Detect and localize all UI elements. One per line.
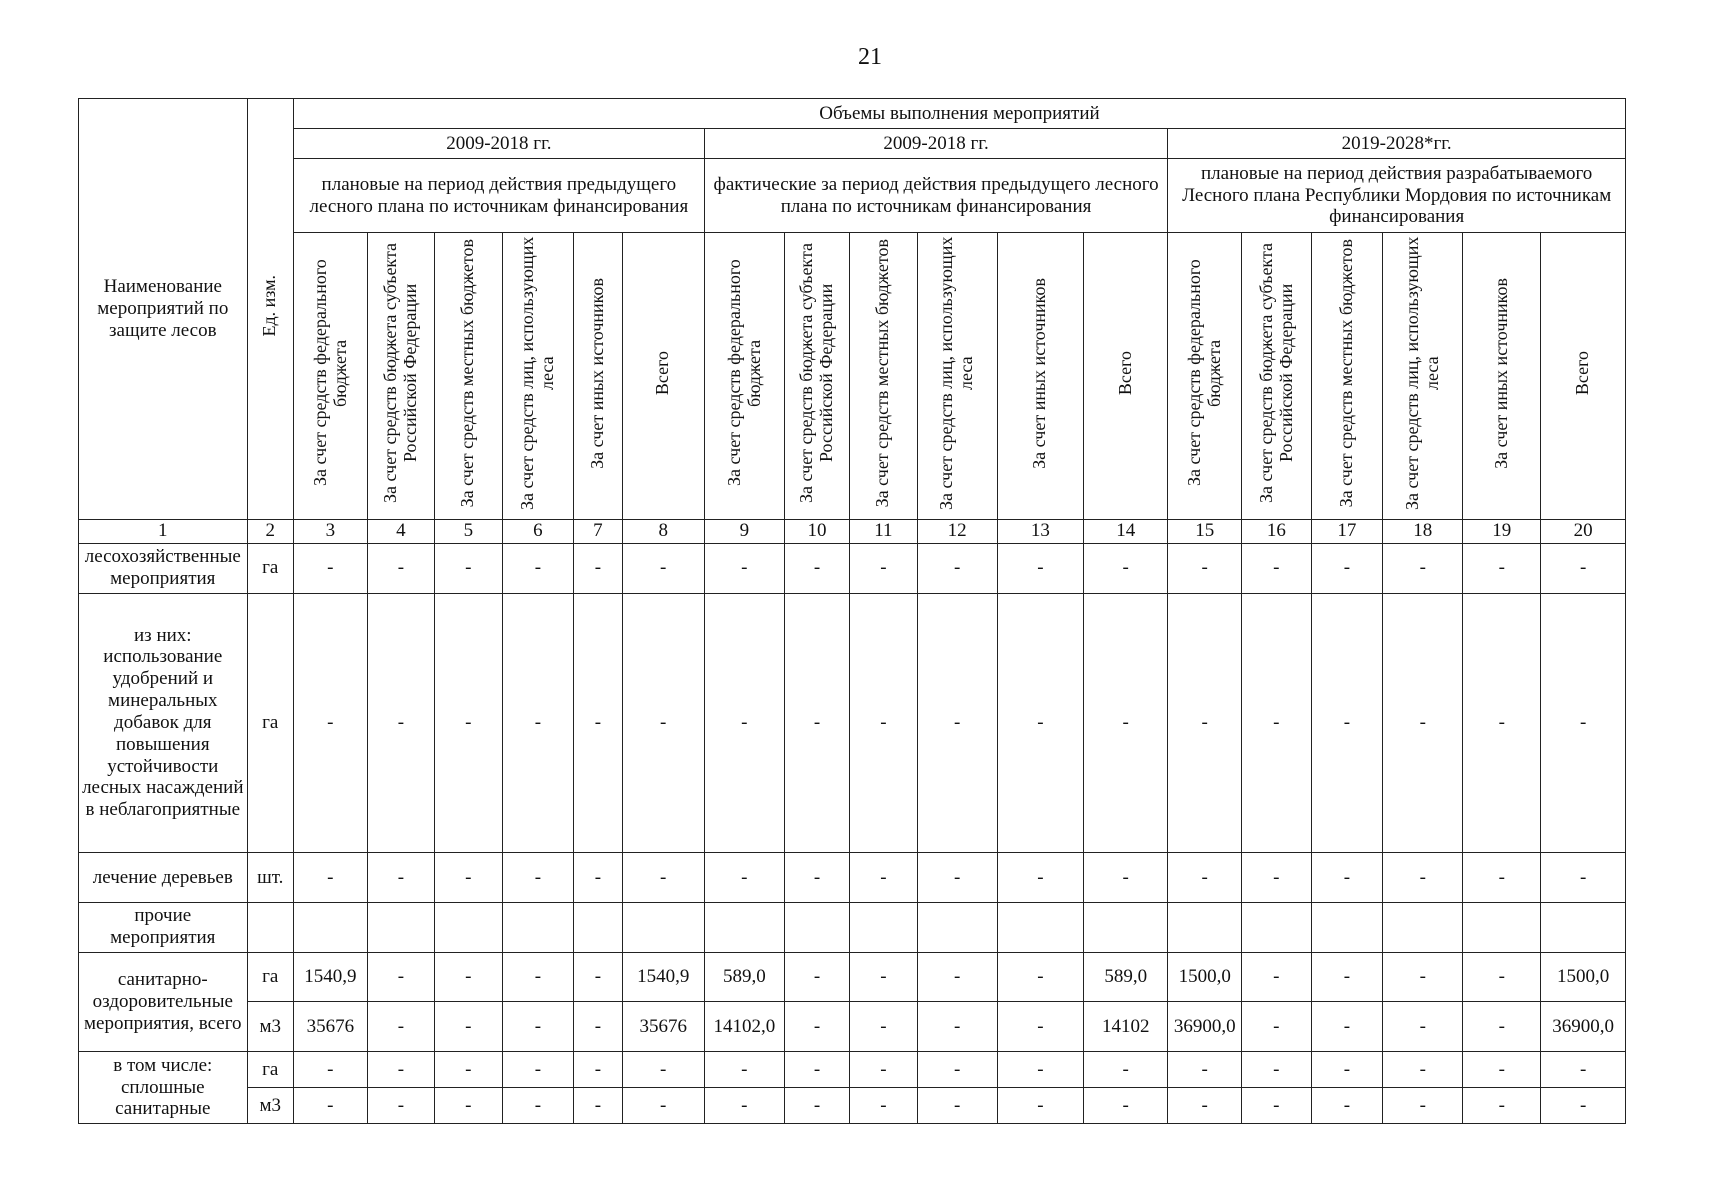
column-number: 2 <box>247 519 293 543</box>
header-source-label: За счет средств лиц, использующих леса <box>517 236 557 510</box>
value-cell <box>574 902 622 952</box>
value-cell: - <box>1383 593 1463 853</box>
value-cell: - <box>917 952 997 1002</box>
value-cell: - <box>1463 853 1541 903</box>
header-source-cell <box>502 233 574 520</box>
column-number: 18 <box>1383 519 1463 543</box>
value-cell: - <box>997 593 1083 853</box>
column-number: 16 <box>1242 519 1312 543</box>
value-cell: - <box>622 593 704 853</box>
value-cell <box>1463 902 1541 952</box>
value-cell <box>997 902 1083 952</box>
value-cell: - <box>1383 853 1463 903</box>
value-cell: - <box>1311 952 1383 1002</box>
column-number: 17 <box>1311 519 1383 543</box>
value-cell: - <box>850 853 917 903</box>
value-cell: - <box>1541 593 1626 853</box>
header-source-label: За счет иных источников <box>1029 277 1050 469</box>
value-cell: - <box>1311 1052 1383 1088</box>
value-cell: - <box>435 1052 502 1088</box>
value-cell: - <box>502 593 574 853</box>
value-cell <box>784 902 849 952</box>
column-number: 10 <box>784 519 849 543</box>
row-unit: м3 <box>247 1002 293 1052</box>
value-cell: - <box>704 1052 784 1088</box>
header-volumes: Объемы выполнения мероприятий <box>293 99 1625 129</box>
row-name: из них: использование удобрений и минеральных добавок для повышения устойчивости лесных насаждений в неблагоприятные <box>79 593 248 853</box>
value-cell <box>1383 902 1463 952</box>
value-cell: - <box>1084 543 1168 593</box>
value-cell: - <box>1383 1002 1463 1052</box>
header-source-cell <box>997 233 1083 520</box>
value-cell: - <box>293 1052 367 1088</box>
value-cell: - <box>574 1052 622 1088</box>
value-cell: - <box>367 543 434 593</box>
column-number: 14 <box>1084 519 1168 543</box>
value-cell: - <box>574 1087 622 1123</box>
value-cell: - <box>1242 1087 1312 1123</box>
value-cell: - <box>1463 1052 1541 1088</box>
value-cell: - <box>1168 1087 1242 1123</box>
column-number: 6 <box>502 519 574 543</box>
value-cell: - <box>1541 543 1626 593</box>
column-number: 7 <box>574 519 622 543</box>
value-cell: - <box>850 1052 917 1088</box>
value-cell: - <box>784 543 849 593</box>
value-cell: 1540,9 <box>622 952 704 1002</box>
header-source-cell <box>917 233 997 520</box>
row-unit: га <box>247 543 293 593</box>
value-cell: - <box>784 1052 849 1088</box>
value-cell: - <box>1311 1087 1383 1123</box>
column-numbers-row <box>79 519 1626 543</box>
value-cell <box>435 902 502 952</box>
header-source-cell <box>435 233 502 520</box>
row-name: в том числе: сплошные санитарные <box>79 1052 248 1124</box>
value-cell: - <box>1463 543 1541 593</box>
header-source-label: За счет средств федерального бюджета <box>309 259 350 487</box>
column-number: 20 <box>1541 519 1626 543</box>
page-number: 21 <box>858 44 882 70</box>
value-cell: 1540,9 <box>293 952 367 1002</box>
row-unit: м3 <box>247 1087 293 1123</box>
row-name: прочие мероприятия <box>79 902 248 952</box>
value-cell: - <box>1084 853 1168 903</box>
value-cell: 36900,0 <box>1168 1002 1242 1052</box>
value-cell <box>1311 902 1383 952</box>
value-cell: - <box>622 1052 704 1088</box>
header-source-cell <box>1383 233 1463 520</box>
value-cell: - <box>1242 853 1312 903</box>
value-cell: - <box>850 543 917 593</box>
value-cell: - <box>435 1002 502 1052</box>
value-cell <box>917 902 997 952</box>
value-cell: - <box>997 1052 1083 1088</box>
value-cell: 1500,0 <box>1168 952 1242 1002</box>
value-cell: - <box>917 593 997 853</box>
row-name: санитарно-оздоровительные мероприятия, всего <box>79 952 248 1051</box>
value-cell: - <box>502 952 574 1002</box>
row-name: лесохозяйственные мероприятия <box>79 543 248 593</box>
header-unit-label: Ед. изм. <box>259 275 280 337</box>
value-cell: 14102 <box>1084 1002 1168 1052</box>
header-group-planned-new: плановые на период действия разрабатываемого Лесного плана Республики Мордовия по источникам финансирования <box>1168 159 1626 233</box>
header-source-cell <box>293 233 367 520</box>
value-cell: - <box>997 952 1083 1002</box>
value-cell: - <box>574 593 622 853</box>
row-unit <box>247 902 293 952</box>
header-source-label: За счет средств лиц, использующих леса <box>1401 236 1442 510</box>
row-name: лечение деревьев <box>79 853 248 903</box>
value-cell: - <box>704 593 784 853</box>
header-source-cell <box>1311 233 1383 520</box>
table-row <box>79 902 1626 952</box>
value-cell: - <box>704 853 784 903</box>
value-cell: - <box>1311 853 1383 903</box>
table-row <box>79 853 1626 903</box>
header-source-cell <box>367 233 434 520</box>
value-cell: 589,0 <box>704 952 784 1002</box>
column-number: 9 <box>704 519 784 543</box>
row-unit: га <box>247 952 293 1002</box>
header-source-cell <box>784 233 849 520</box>
value-cell: 36900,0 <box>1541 1002 1626 1052</box>
column-number: 4 <box>367 519 434 543</box>
value-cell: - <box>574 1002 622 1052</box>
value-cell: - <box>502 1052 574 1088</box>
value-cell: 1500,0 <box>1541 952 1626 1002</box>
column-number: 8 <box>622 519 704 543</box>
value-cell: - <box>367 1002 434 1052</box>
header-period-2: 2009-2018 гг. <box>704 129 1168 159</box>
value-cell: - <box>1242 593 1312 853</box>
header-source-cell <box>1242 233 1312 520</box>
value-cell: - <box>1242 543 1312 593</box>
header-source-cell <box>704 233 784 520</box>
value-cell: - <box>1311 543 1383 593</box>
value-cell: - <box>1541 1052 1626 1088</box>
column-number: 15 <box>1168 519 1242 543</box>
value-cell: - <box>1242 1052 1312 1088</box>
value-cell: - <box>574 853 622 903</box>
header-source-label: За счет средств федерального бюджета <box>1183 259 1224 487</box>
header-source-label: Всего <box>1114 350 1135 396</box>
column-number: 5 <box>435 519 502 543</box>
forest-protection-table <box>78 98 1626 1124</box>
value-cell: - <box>622 853 704 903</box>
value-cell: - <box>1463 1087 1541 1123</box>
value-cell: - <box>367 1052 434 1088</box>
value-cell: - <box>1383 543 1463 593</box>
value-cell: - <box>850 1002 917 1052</box>
value-cell: - <box>1084 1087 1168 1123</box>
value-cell: - <box>997 1087 1083 1123</box>
value-cell: - <box>1168 853 1242 903</box>
row-unit: шт. <box>247 853 293 903</box>
column-number: 1 <box>79 519 248 543</box>
value-cell: - <box>997 1002 1083 1052</box>
value-cell <box>1242 902 1312 952</box>
value-cell: - <box>850 952 917 1002</box>
value-cell: - <box>917 1002 997 1052</box>
value-cell <box>1084 902 1168 952</box>
value-cell: - <box>435 1087 502 1123</box>
column-number: 19 <box>1463 519 1541 543</box>
value-cell: - <box>1242 952 1312 1002</box>
value-cell: - <box>1242 1002 1312 1052</box>
header-source-label: За счет средств местных бюджетов <box>1336 238 1357 508</box>
value-cell: - <box>784 1002 849 1052</box>
value-cell: - <box>622 1087 704 1123</box>
header-name-column: Наименование мероприятий по защите лесов <box>79 99 248 520</box>
value-cell: - <box>574 543 622 593</box>
value-cell <box>850 902 917 952</box>
value-cell: - <box>1311 593 1383 853</box>
value-cell: - <box>435 593 502 853</box>
value-cell: - <box>850 593 917 853</box>
header-source-cell <box>622 233 704 520</box>
value-cell: - <box>367 952 434 1002</box>
value-cell: - <box>293 853 367 903</box>
header-source-cell <box>1084 233 1168 520</box>
value-cell: 589,0 <box>1084 952 1168 1002</box>
value-cell: - <box>293 543 367 593</box>
value-cell: - <box>367 1087 434 1123</box>
value-cell: - <box>435 543 502 593</box>
value-cell: - <box>1168 593 1242 853</box>
table-row <box>79 543 1626 593</box>
value-cell <box>1541 902 1626 952</box>
value-cell: - <box>1463 593 1541 853</box>
header-source-label: За счет средств бюджета субъекта Российской Федерации <box>380 243 420 504</box>
table-row <box>79 1002 1626 1052</box>
value-cell <box>502 902 574 952</box>
value-cell: 35676 <box>293 1002 367 1052</box>
row-unit: га <box>247 593 293 853</box>
value-cell: - <box>574 952 622 1002</box>
header-source-label: За счет средств местных бюджетов <box>872 238 893 508</box>
value-cell: - <box>997 853 1083 903</box>
value-cell: - <box>1383 1087 1463 1123</box>
value-cell: - <box>1463 1002 1541 1052</box>
value-cell: - <box>367 853 434 903</box>
header-source-label: За счет иных источников <box>587 277 607 469</box>
column-number: 12 <box>917 519 997 543</box>
value-cell: - <box>502 1002 574 1052</box>
table-row <box>79 593 1626 853</box>
value-cell: - <box>784 1087 849 1123</box>
value-cell: - <box>1383 1052 1463 1088</box>
value-cell: - <box>917 543 997 593</box>
value-cell: - <box>704 1087 784 1123</box>
header-source-cell <box>574 233 622 520</box>
header-group-actual-previous: фактические за период действия предыдущего лесного плана по источникам финансирования <box>704 159 1168 233</box>
value-cell: 14102,0 <box>704 1002 784 1052</box>
header-source-label: За счет средств лиц, использующих леса <box>936 236 977 510</box>
value-cell: - <box>1084 1052 1168 1088</box>
header-period-1: 2009-2018 гг. <box>293 129 704 159</box>
column-number: 13 <box>997 519 1083 543</box>
value-cell: - <box>435 853 502 903</box>
header-sources-row <box>79 233 1626 520</box>
value-cell: - <box>850 1087 917 1123</box>
value-cell: - <box>1168 1052 1242 1088</box>
table-row <box>79 952 1626 1002</box>
header-source-cell <box>850 233 917 520</box>
value-cell: - <box>917 1052 997 1088</box>
value-cell: - <box>293 593 367 853</box>
value-cell <box>704 902 784 952</box>
value-cell <box>622 902 704 952</box>
value-cell: - <box>367 593 434 853</box>
value-cell <box>293 902 367 952</box>
header-source-label: Всего <box>652 350 673 396</box>
header-source-label: Всего <box>1572 350 1593 396</box>
value-cell: 35676 <box>622 1002 704 1052</box>
value-cell: - <box>502 853 574 903</box>
value-cell: - <box>917 853 997 903</box>
table-row <box>79 1087 1626 1123</box>
header-source-cell <box>1168 233 1242 520</box>
value-cell <box>1168 902 1242 952</box>
header-source-label: За счет средств федерального бюджета <box>723 259 764 487</box>
value-cell: - <box>1463 952 1541 1002</box>
value-cell: - <box>784 593 849 853</box>
value-cell: - <box>502 1087 574 1123</box>
column-number: 11 <box>850 519 917 543</box>
value-cell: - <box>784 952 849 1002</box>
header-period-3: 2019-2028*гг. <box>1168 129 1626 159</box>
value-cell: - <box>435 952 502 1002</box>
header-source-label: За счет средств местных бюджетов <box>457 238 478 508</box>
value-cell: - <box>997 543 1083 593</box>
header-group-planned-previous: плановые на период действия предыдущего лесного плана по источникам финансирования <box>293 159 704 233</box>
value-cell: - <box>784 853 849 903</box>
value-cell: - <box>1383 952 1463 1002</box>
value-cell: - <box>1541 1087 1626 1123</box>
header-source-cell <box>1541 233 1626 520</box>
header-source-label: За счет иных источников <box>1490 277 1511 469</box>
value-cell: - <box>1168 543 1242 593</box>
header-unit-column <box>247 99 293 520</box>
header-source-label: За счет средств бюджета субъекта Российской Федерации <box>1255 243 1296 504</box>
header-source-label: За счет средств бюджета субъекта Российской Федерации <box>796 243 837 504</box>
column-number: 3 <box>293 519 367 543</box>
header-source-cell <box>1463 233 1541 520</box>
value-cell: - <box>704 543 784 593</box>
table-row <box>79 1052 1626 1088</box>
value-cell: - <box>622 543 704 593</box>
value-cell: - <box>293 1087 367 1123</box>
value-cell: - <box>1084 593 1168 853</box>
value-cell <box>367 902 434 952</box>
row-unit: га <box>247 1052 293 1088</box>
value-cell: - <box>1311 1002 1383 1052</box>
value-cell: - <box>502 543 574 593</box>
value-cell: - <box>917 1087 997 1123</box>
value-cell: - <box>1541 853 1626 903</box>
